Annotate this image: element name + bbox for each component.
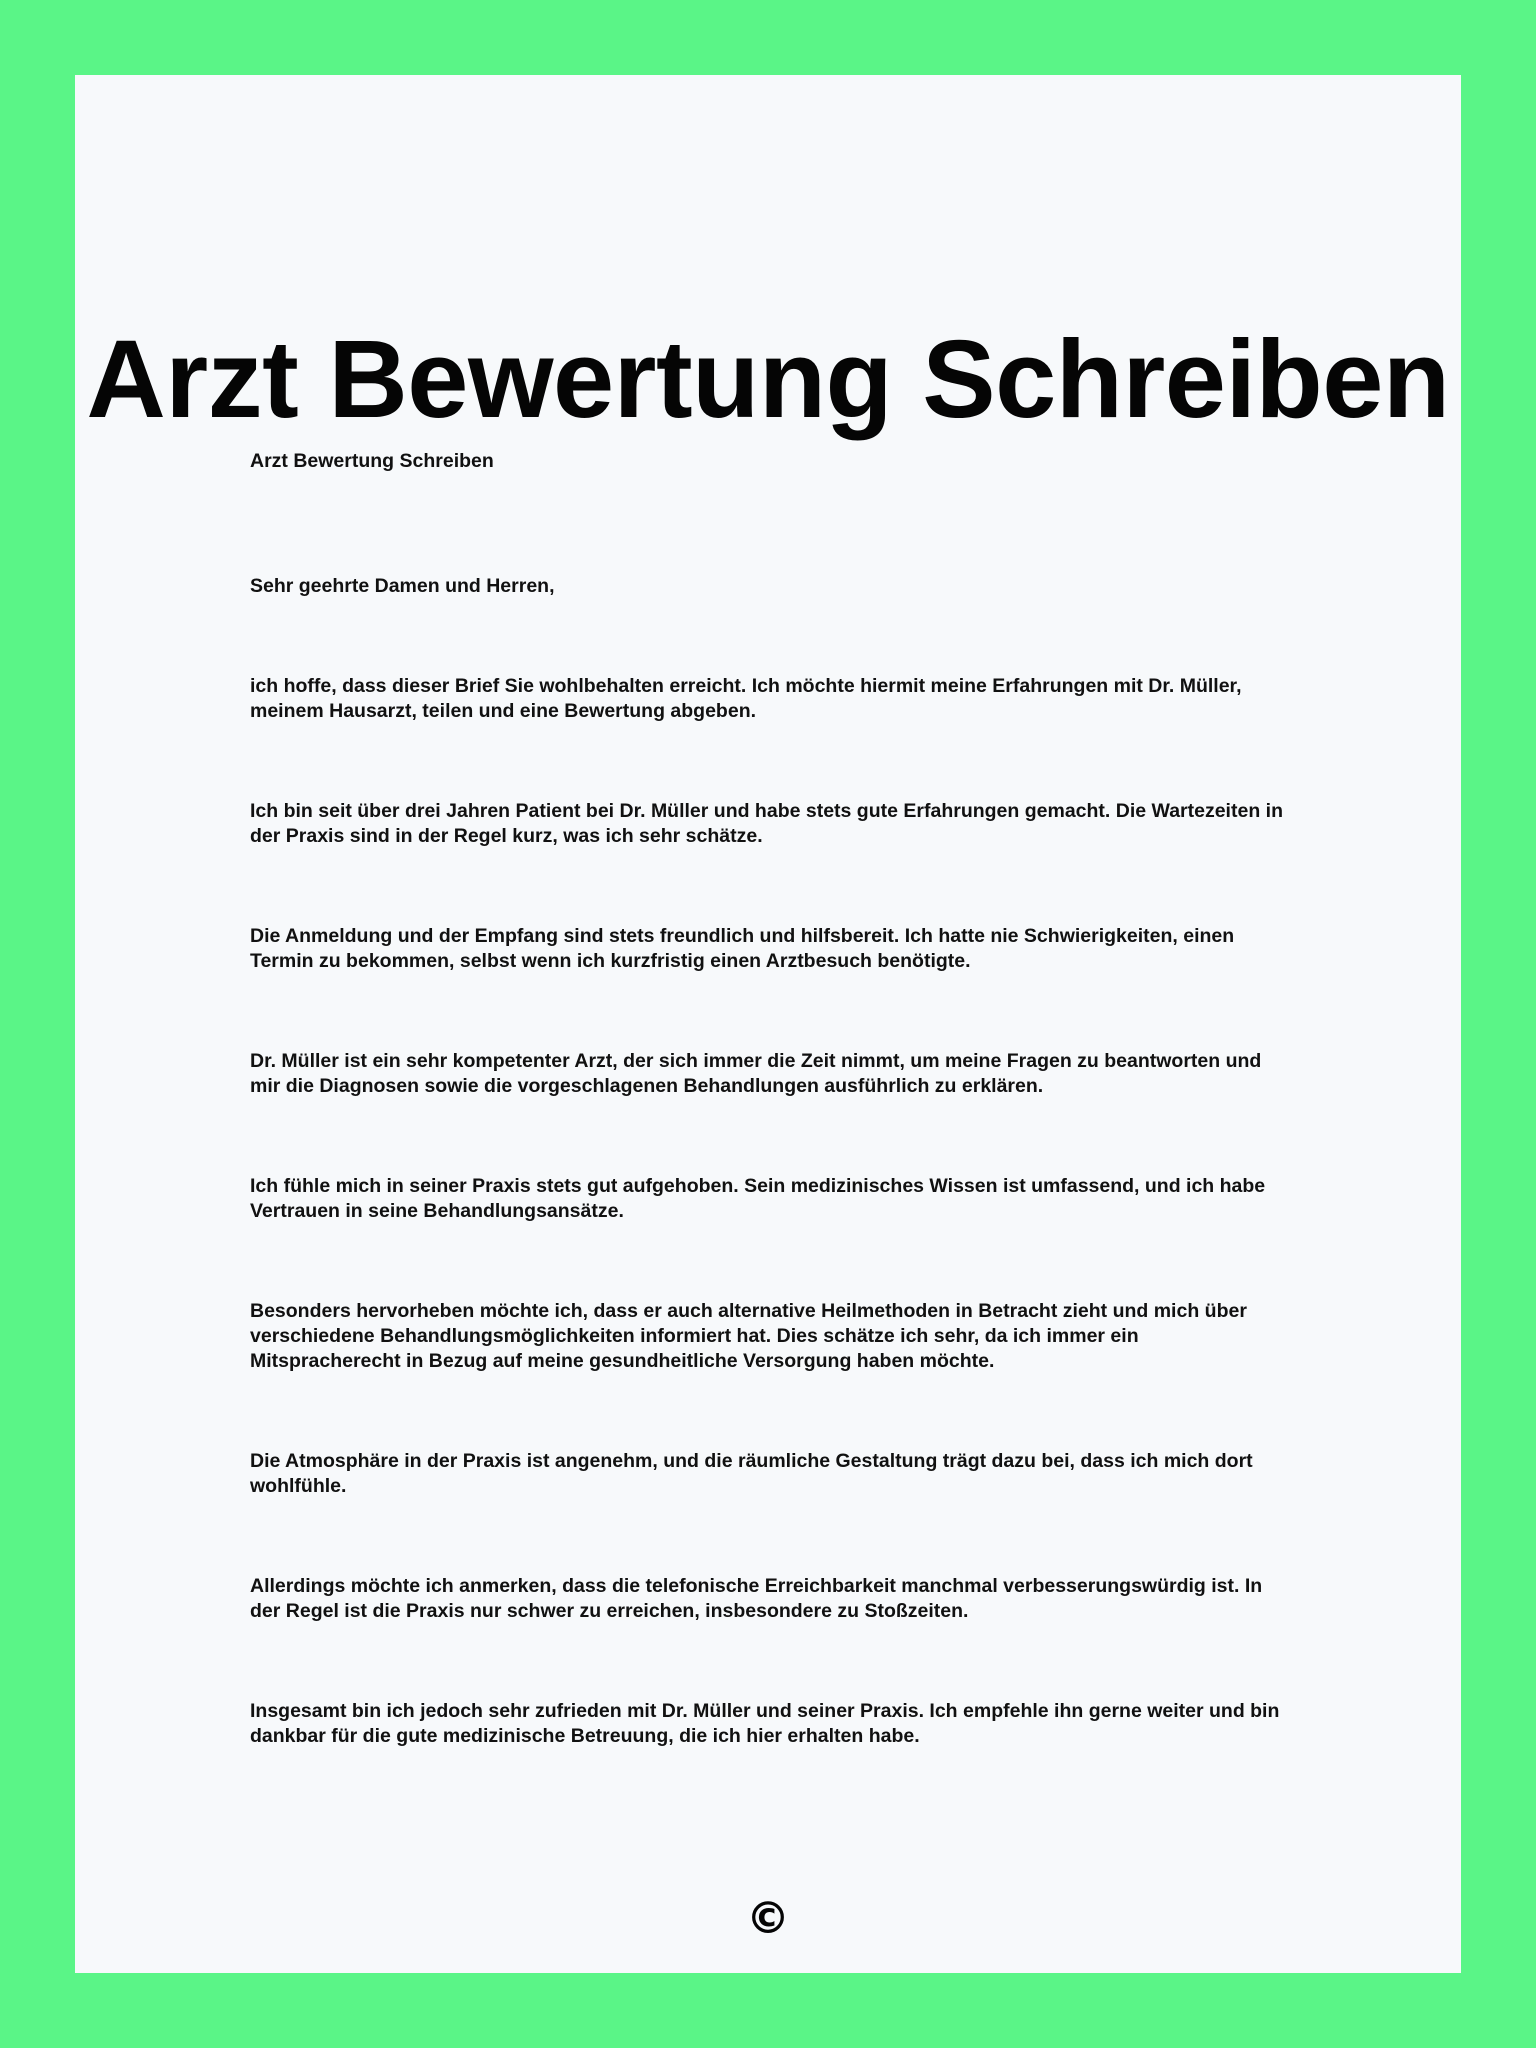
- letter-paragraph: Die Atmosphäre in der Praxis ist angenehm, und die räumliche Gestaltung trägt dazu bei, dass ich mich dort wohlfühle.: [250, 1450, 1253, 1497]
- document-page: [75, 75, 1461, 1973]
- copyright-icon: ©: [746, 1893, 790, 1944]
- letter-paragraph: Ich bin seit über drei Jahren Patient bei Dr. Müller und habe stets gute Erfahrungen gemacht. Die Wartezeiten in der Praxis sind in der Regel kurz, was ich sehr schätze.: [250, 800, 1283, 847]
- letter-paragraph: Besonders hervorheben möchte ich, dass er auch alternative Heilmethoden in Betracht zieht und mich über verschiedene Behandlungsmöglichkeiten informiert hat. Dies schätze ich sehr, da ich immer ein Mitspracherecht in Bezug auf meine gesundheitliche Versorgung haben möchte.: [250, 1300, 1247, 1372]
- letter-paragraph: Dr. Müller ist ein sehr kompetenter Arzt, der sich immer die Zeit nimmt, um meine Fragen zu beantworten und mir die Diagnosen sowie die vorgeschlagenen Behandlungen ausführlich zu erklären.: [250, 1050, 1262, 1097]
- letter-paragraph: Die Anmeldung und der Empfang sind stets freundlich und hilfsbereit. Ich hatte nie Schwierigkeiten, einen Termin zu bekommen, selbst wenn ich kurzfristig einen Arztbesuch benötigte.: [250, 925, 1235, 972]
- letter-salutation: Sehr geehrte Damen und Herren,: [250, 575, 555, 597]
- letter-paragraph: Allerdings möchte ich anmerken, dass die telefonische Erreichbarkeit manchmal verbesserungswürdig ist. In der Regel ist die Praxis nur schwer zu erreichen, insbesondere zu Stoßzeiten.: [250, 1575, 1263, 1622]
- letter-paragraph: ich hoffe, dass dieser Brief Sie wohlbehalten erreicht. Ich möchte hiermit meine Erfahrungen mit Dr. Müller, meinem Hausarzt, teilen und eine Bewertung abgeben.: [250, 675, 1242, 722]
- letter-paragraph: Ich fühle mich in seiner Praxis stets gut aufgehoben. Sein medizinisches Wissen ist umfassend, und ich habe Vertrauen in seine Behandlungsansätze.: [250, 1175, 1266, 1222]
- letter-subject: Arzt Bewertung Schreiben: [250, 450, 494, 472]
- page-title: Arzt Bewertung Schreiben: [86, 318, 1450, 441]
- letter-paragraph: Insgesamt bin ich jedoch sehr zufrieden mit Dr. Müller und seiner Praxis. Ich empfehle ihn gerne weiter und bin dankbar für die gute medizinische Betreuung, die ich hier erhalten habe.: [250, 1700, 1280, 1747]
- letter-body: [250, 449, 1290, 1824]
